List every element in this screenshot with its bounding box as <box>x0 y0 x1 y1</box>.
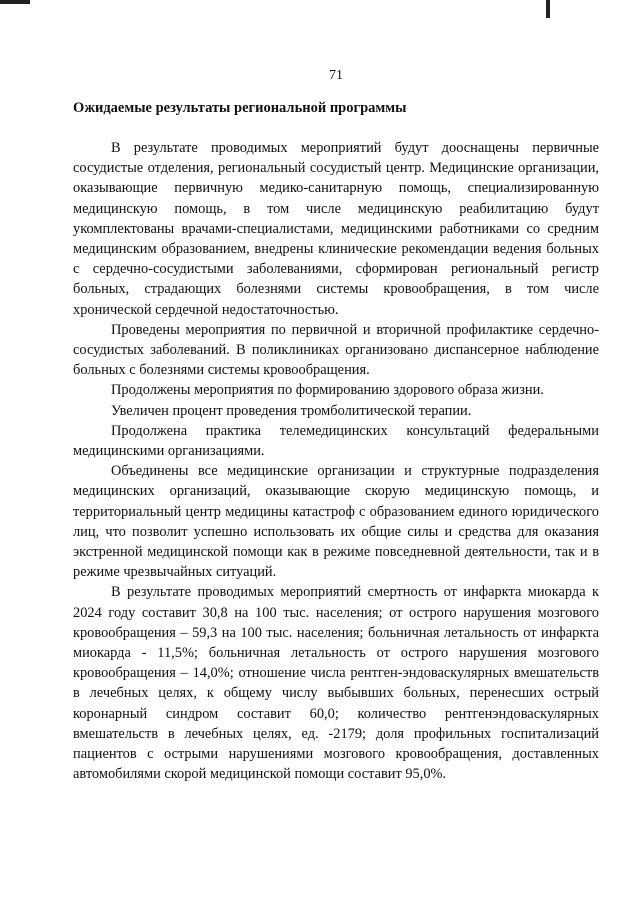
page-number: 71 <box>329 68 343 83</box>
scan-edge-mark <box>546 0 550 18</box>
paragraph-prevention: Проведены мероприятия по первичной и вторичной профилактике сердечно-сосудистых заболеваний. В поликлиниках организовано диспансерное наблюдение больных с болезнями системы кровообращения. <box>73 321 599 379</box>
document-page <box>73 66 599 785</box>
section-heading: Ожидаемые результаты региональной программы <box>73 100 407 116</box>
scan-corner-mark <box>0 0 30 4</box>
paragraph-healthy-lifestyle: Продолжены мероприятия по формированию здорового образа жизни. <box>111 382 544 399</box>
paragraph-emergency-services: Объединены все медицинские организации и структурные подразделения медицинских организаций, оказывающие скорую медицинскую помощь, и территориальный центр медицины катастроф с образованием единого юридического лиц, что позволит успешно использовать их общие силы и средства для оказания экстренной медицинской помощи как в режиме повседневной деятельности, так и в режиме чрезвычайных ситуаций. <box>73 463 599 581</box>
paragraph-equipment-outcomes: В результате проводимых мероприятий будут дооснащены первичные сосудистые отделения, региональный сосудистый центр. Медицинские организации, оказывающие первичную медико-санитарную помощь, специализированную медицинскую помощь, в том числе медицинскую реабилитацию будут укомплектованы врачами-специалистами, медицинскими работниками со средним медицинским образованием, внедрены клинические рекомендации ведения больных с сердечно-сосудистыми заболеваниями, сформирован региональный регистр больных, страдающих болезнями системы кровообращения, в том числе хронической сердечной недостаточностью. <box>73 140 599 318</box>
paragraph-telemedicine: Продолжена практика телемедицинских консультаций федеральными медицинскими организациями. <box>73 422 599 460</box>
paragraph-thrombolytic-therapy: Увеличен процент проведения тромболитической терапии. <box>111 402 472 419</box>
paragraph-mortality-targets: В результате проводимых мероприятий смертность от инфаркта миокарда к 2024 году составит 30,8 на 100 тыс. населения; от острого нарушения мозгового кровообращения – 59,3 на 100 тыс. населения; больничная летальность от инфаркта миокарда - 11,5%; больничная летальность от острого нарушения мозгового кровообращения – 14,0%; отношение числа рентген-эндоваскулярных вмешательств в лечебных целях, к общему числу выбывших больных, перенесших острый коронарный синдром составит 60,0; количество рентгенэндоваскулярных вмешательств в лечебных целях, ед. -2179; доля профильных госпитализаций пациентов с острыми нарушениями мозгового кровообращения, доставленных автомобилями скорой медицинской помощи составит 95,0%. <box>73 584 599 783</box>
